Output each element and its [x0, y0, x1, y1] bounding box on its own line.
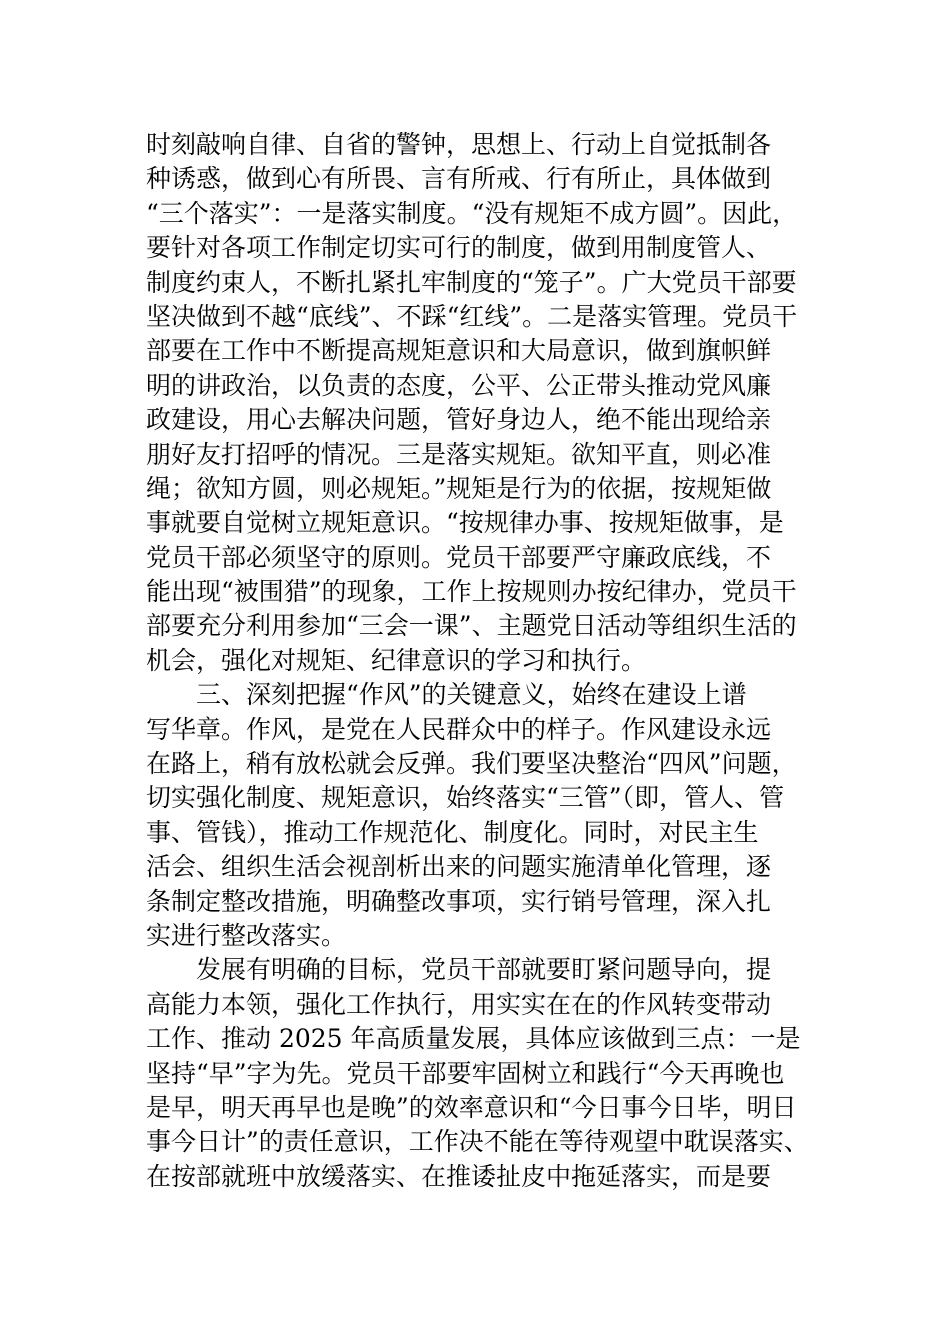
paragraph-first-line: 三、深刻把握“作风”的关键意义，始终在建设上谱 [196, 680, 747, 710]
text-line: 时刻敲响自律、自省的警钟，思想上、行动上自觉抵制各 [146, 130, 772, 159]
text-line: 部要充分利用参加“三会一课”、主题党日活动等组织生活的 [146, 611, 797, 641]
text-line: 条制定整改措施，明确整改事项，实行销号管理，深入扎 [146, 886, 772, 916]
paragraph-first-line: 发展有明确的目标，党员干部就要盯紧问题导向，提 [196, 955, 772, 985]
text-line: 坚持“早”字为先。党员干部要牢固树立和践行“今天再晚也 [146, 1058, 785, 1088]
text-line: 能出现“被围猎”的现象，工作上按规则办按纪律办，党员干 [146, 577, 797, 607]
text-line: 工作、推动 2025 年高质量发展，具体应该做到三点：一是 [146, 1024, 801, 1054]
text-line: 活会、组织生活会视剖析出来的问题实施清单化管理，逐 [146, 852, 772, 882]
text-line: “三个落实”：一是落实制度。“没有规矩不成方圆”。因此， [146, 198, 798, 228]
text-line: 制度约束人，不断扎紧扎牢制度的“笼子”。广大党员干部要 [146, 267, 797, 297]
text-line: 机会，强化对规矩、纪律意识的学习和执行。 [146, 645, 647, 675]
text-line: 党员干部必须坚守的原则。党员干部要严守廉政底线，不 [146, 542, 772, 572]
text-line: 政建设，用心去解决问题，管好身边人，绝不能出现给亲 [146, 405, 772, 435]
text-line: 要针对各项工作制定切实可行的制度，做到用制度管人、 [146, 233, 772, 263]
text-line: 朋好友打招呼的情况。三是落实规矩。欲知平直，则必准 [146, 439, 772, 469]
text-line: 实进行整改落实。 [146, 920, 347, 950]
body-text [146, 128, 810, 1194]
text-line: 在路上，稍有放松就会反弹。我们要坚决整治“四风”问题， [146, 749, 797, 779]
text-line: 种诱惑，做到心有所畏、言有所戒、行有所止，具体做到 [146, 164, 772, 194]
text-line: 写华章。作风，是党在人民群众中的样子。作风建设永远 [146, 714, 772, 744]
text-line: 切实强化制度、规矩意识，始终落实“三管”（即，管人、管 [146, 783, 785, 813]
text-line: 在按部就班中放缓落实、在推诿扯皮中拖延落实，而是要 [146, 1161, 772, 1191]
text-line: 高能力本领，强化工作执行，用实实在在的作风转变带动 [146, 989, 772, 1019]
text-line: 事今日计”的责任意识，工作决不能在等待观望中耽误落实、 [146, 1127, 809, 1157]
text-line: 事、管钱），推动工作规范化、制度化。同时，对民主生 [146, 817, 759, 847]
text-line: 事就要自觉树立规矩意识。“按规律办事、按规矩做事，是 [146, 508, 784, 538]
text-line: 是早，明天再早也是晚”的效率意识和“今日事今日毕，明日 [146, 1092, 797, 1122]
text-line: 绳；欲知方圆，则必规矩。”规矩是行为的依据，按规矩做 [146, 473, 772, 503]
text-line: 坚决做到不越“底线”、不踩“红线”。二是落实管理。党员干 [146, 301, 798, 331]
text-line: 部要在工作中不断提高规矩意识和大局意识，做到旗帜鲜 [146, 336, 772, 366]
text-line: 明的讲政治，以负责的态度，公平、公正带头推动党风廉 [146, 370, 772, 400]
